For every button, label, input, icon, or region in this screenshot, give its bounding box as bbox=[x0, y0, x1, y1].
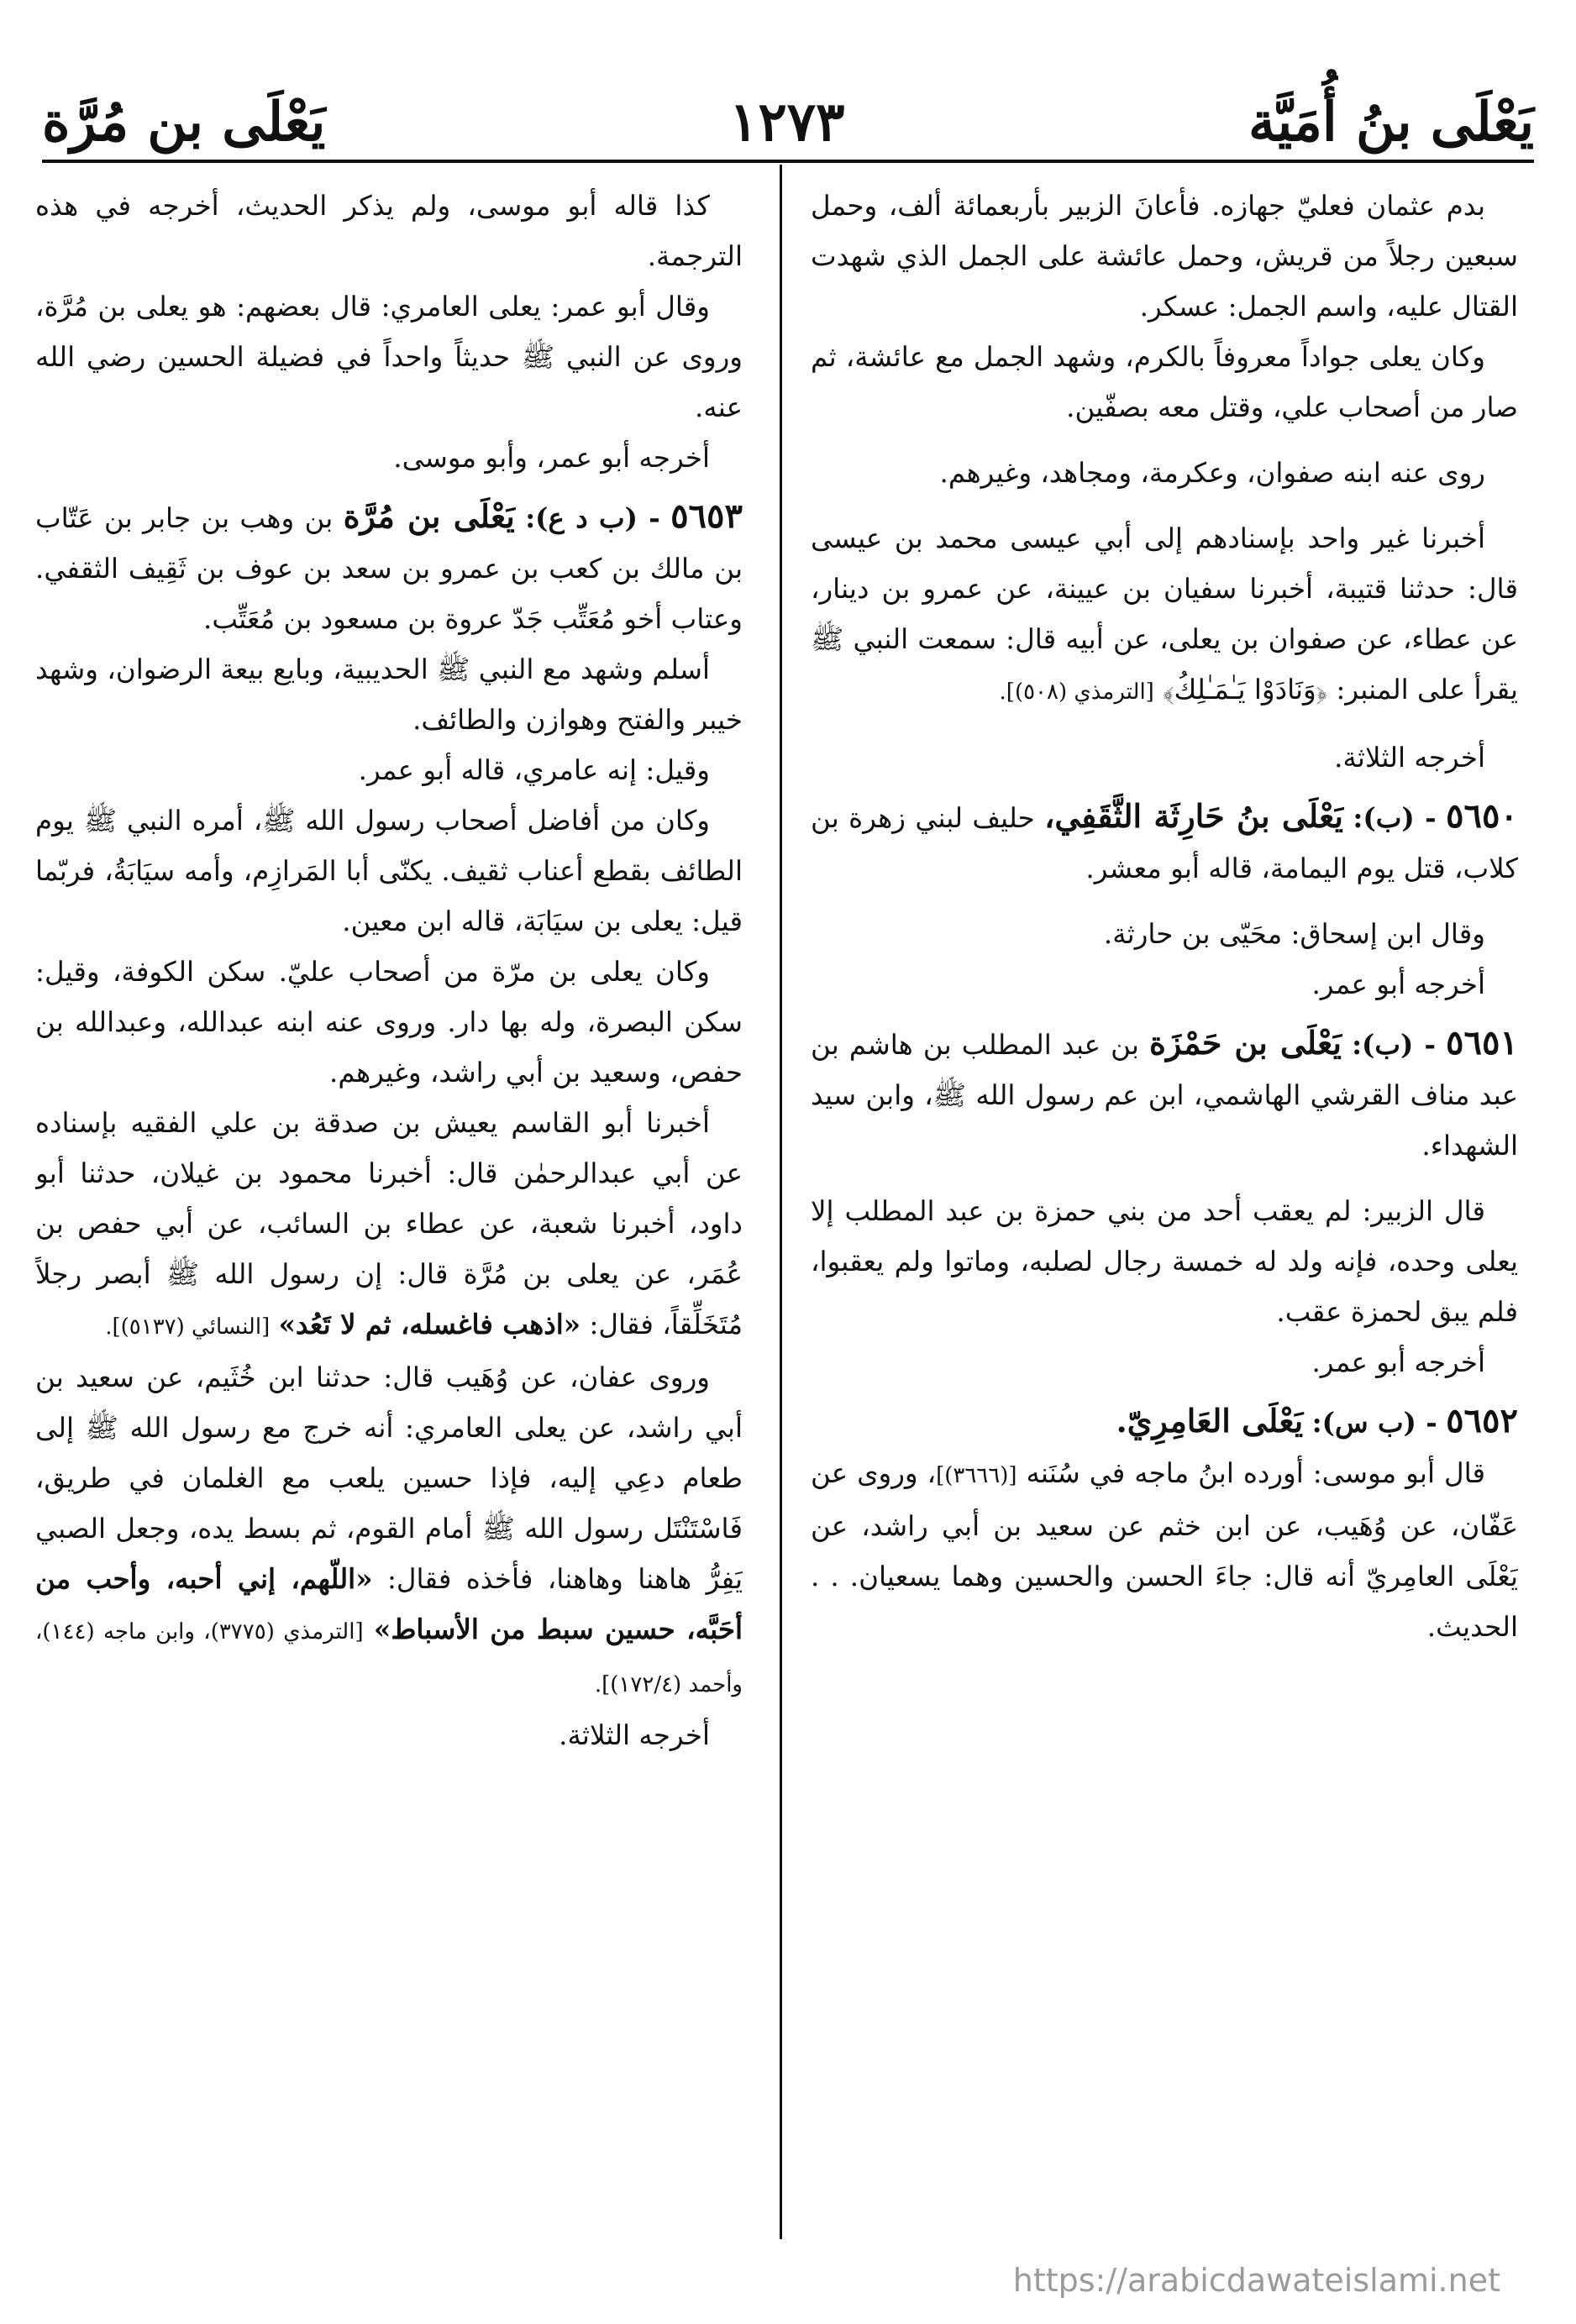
paragraph: روى عنه ابنه صفوان، وعكرمة، ومجاهد، وغيرهم. bbox=[939, 457, 1485, 489]
entry-5650 bbox=[811, 791, 1518, 894]
entry-name: يَعْلَى بنُ حَارِثَة الثَّقَفِي، bbox=[1044, 797, 1344, 835]
entry-code: - (ب د ع): bbox=[525, 501, 660, 534]
hadith-quote: «اذهب فاغسله، ثم لا تَعُد» bbox=[278, 1308, 581, 1340]
entry-5652 bbox=[811, 1396, 1518, 1448]
paragraph: وقال ابن إسحاق: محَيّى بن حارثة. bbox=[1103, 918, 1485, 950]
hadith-quote: «اللّهم، إني أحبه، وأحب من أحَبَّه، حسين سبط من الأسباط» bbox=[35, 1562, 743, 1645]
entry-5651 bbox=[811, 1018, 1518, 1171]
page-header bbox=[42, 84, 1534, 160]
paragraph: وكان يعلى بن مرّة من أصحاب عليّ. سكن الكوفة، وقيل: سكن البصرة، وله بها دار. وروى عنه ابنه عبدالله، وعبدالله بن حفص، وسعيد بن أبي راشد، وغيرهم. bbox=[35, 956, 743, 1089]
entry-number: ٥٦٥٢ bbox=[1446, 1401, 1518, 1440]
paragraph: أخرجه أبو عمر، وأبو موسى. bbox=[393, 442, 710, 474]
entry-name: يَعْلَى بن مُرَّة bbox=[343, 497, 515, 535]
paragraph: أخرجه الثلاثة. bbox=[559, 1719, 710, 1751]
citation: [الترمذي (٣٧٧٥)، وابن ماجه (١٤٤)، وأحمد (١٧٢/٤)]. bbox=[35, 1619, 743, 1697]
entry-number: ٥٦٥٠ bbox=[1446, 796, 1518, 836]
running-title-left: يَعْلَى بن مُرَّة bbox=[42, 90, 326, 154]
paragraph: أسلم وشهد مع النبي ﷺ الحديبية، وبايع بيعة الرضوان، وشهد خيبر والفتح وهوازن والطائف. bbox=[35, 653, 743, 736]
paragraph-text: ، وروى عن عَفّان، عن وُهَيب، عن ابن خثم عن سعيد بن أبي راشد، عن يَعْلَى العامِريّ أنه قال: جاءَ الحسن والحسين وهما يسعيان. . . الحديث. bbox=[811, 1457, 1518, 1643]
paragraph: وقال أبو عمر: يعلى العامري: قال بعضهم: هو يعلى بن مُرَّة، وروى عن النبي ﷺ حديثاً واحداً في فضيلة الحسين رضي الله عنه. bbox=[35, 291, 743, 423]
paragraph-text: قال أبو موسى: أورده ابنُ ماجه في سُنَنه bbox=[1026, 1457, 1486, 1489]
paragraph bbox=[35, 1098, 743, 1352]
paragraph: بدم عثمان فعليّ جهازه. فأعانَ الزبير بأربعمائة ألف، وحمل سبعين رجلاً من قريش، وحمل عائشة على الجمل الذي شهدت القتال عليه، واسم الجمل: عسكر. bbox=[811, 190, 1518, 323]
entry-text: حليف لبني زهرة بن كلاب، قتل يوم اليمامة، قاله أبو معشر. bbox=[811, 802, 1518, 884]
paragraph-text: أخبرنا غير واحد بإسنادهم إلى أبي عيسى محمد بن عيسى قال: حدثنا قتيبة، أخبرنا سفيان بن عيينة، عن عمرو بن دينار، عن عطاء، عن صفوان بن يعلى، عن أبيه قال: سمعت النبي ﷺ يقرأ على المنبر: ﴿وَنَادَوْا يَـٰمَـٰلِكُ﴾ bbox=[811, 522, 1518, 706]
watermark-url: https://arabicdawateislami.net bbox=[1012, 2262, 1500, 2299]
citation: [النسائي (٥١٣٧)]. bbox=[105, 1314, 271, 1340]
paragraph: أخرجه الثلاثة. bbox=[1334, 742, 1485, 774]
entry-code: - (ب س): bbox=[1311, 1406, 1437, 1439]
paragraph: كذا قاله أبو موسى، ولم يذكر الحديث، أخرجه في هذه الترجمة. bbox=[35, 190, 743, 272]
entry-text: بن عبد المطلب بن هاشم بن عبد مناف القرشي الهاشمي، ابن عم رسول الله ﷺ، وابن سيد الشهداء. bbox=[811, 1029, 1518, 1162]
entry-name: يَعْلَى العَامِرِيّ. bbox=[1116, 1402, 1304, 1440]
paragraph bbox=[811, 1448, 1518, 1652]
citation: [الترمذي (٥٠٨)]. bbox=[999, 679, 1154, 705]
entry-code: - (ب): bbox=[1352, 1028, 1436, 1061]
entry-code: - (ب): bbox=[1353, 801, 1437, 834]
paragraph: وقيل: إنه عامري، قاله أبو عمر. bbox=[358, 754, 710, 786]
paragraph: وكان يعلى جواداً معروفاً بالكرم، وشهد الجمل مع عائشة، ثم صار من أصحاب علي، وقتل معه بصفّين. bbox=[811, 341, 1518, 423]
paragraph: أخرجه أبو عمر. bbox=[1311, 968, 1485, 1000]
paragraph: قال الزبير: لم يعقب أحد من بني حمزة بن عبد المطلب إلا يعلى وحده، فإنه ولد له خمسة رجال لصلبه، وماتوا ولم يعقبوا، فلم يبق لحمزة عقب. bbox=[811, 1195, 1518, 1328]
paragraph-text: وروى عفان، عن وُهَيب قال: حدثنا ابن خُثَيم، عن سعيد بن أبي راشد، عن يعلى العامري: أنه خرج مع رسول الله ﷺ إلى طعام دعِي إليه، فإذا حسين يلعب مع الغلمان في طريق، فَاسْتَنْتَل رسول الله ﷺ أمام القوم، ثم بسط يده، وجعل الصبي يَفِرُّ هاهنا وهاهنا، فأخذه فقال: bbox=[35, 1361, 743, 1595]
entry-number: ٥٦٥٣ bbox=[670, 496, 743, 536]
paragraph: أخرجه أبو عمر. bbox=[1311, 1346, 1485, 1378]
citation: [(٣٦٦٦)] bbox=[936, 1463, 1017, 1488]
entry-number: ٥٦٥١ bbox=[1446, 1023, 1518, 1062]
paragraph-text: أخبرنا أبو القاسم يعيش بن صدقة بن علي الفقيه بإسناده عن أبي عبدالرحمٰن قال: أخبرنا محمود بن غيلان، حدثنا أبو داود، أخبرنا شعبة، عن عطاء بن السائب، عن أبي حفص بن عُمَر، عن يعلى بن مُرَّة قال: إن رسول الله ﷺ أبصر رجلاً مُتَخَلِّقاً، فقال: bbox=[35, 1107, 743, 1340]
running-title-right: يَعْلَى بنُ أُمَيَّة bbox=[1248, 90, 1534, 154]
paragraph bbox=[35, 1352, 743, 1710]
paragraph bbox=[811, 513, 1518, 717]
entry-text: بن وهب بن جابر بن عَتّاب بن مالك بن كعب بن عمرو بن سعد بن عوف بن ثَقِيف الثقفي. وعتاب أخو مُعَتِّب جَدّ عروة بن مسعود بن مُعَتِّب. bbox=[35, 502, 743, 635]
right-column bbox=[811, 181, 1518, 2230]
entry-name: يَعْلَى بن حَمْزَة bbox=[1149, 1024, 1342, 1062]
entry-5653 bbox=[35, 491, 743, 644]
left-column bbox=[35, 181, 743, 2230]
page-number: ١٢٧٣ bbox=[728, 90, 845, 154]
column-divider bbox=[780, 165, 782, 2239]
paragraph: وكان من أفاضل أصحاب رسول الله ﷺ، أمره النبي ﷺ يوم الطائف بقطع أعناب ثقيف. يكنّى أبا المَرازِم، وأمه سيَابَةُ، فربّما قيل: يعلى بن سيَابَة، قاله ابن معين. bbox=[35, 805, 743, 937]
header-rule bbox=[42, 160, 1534, 163]
